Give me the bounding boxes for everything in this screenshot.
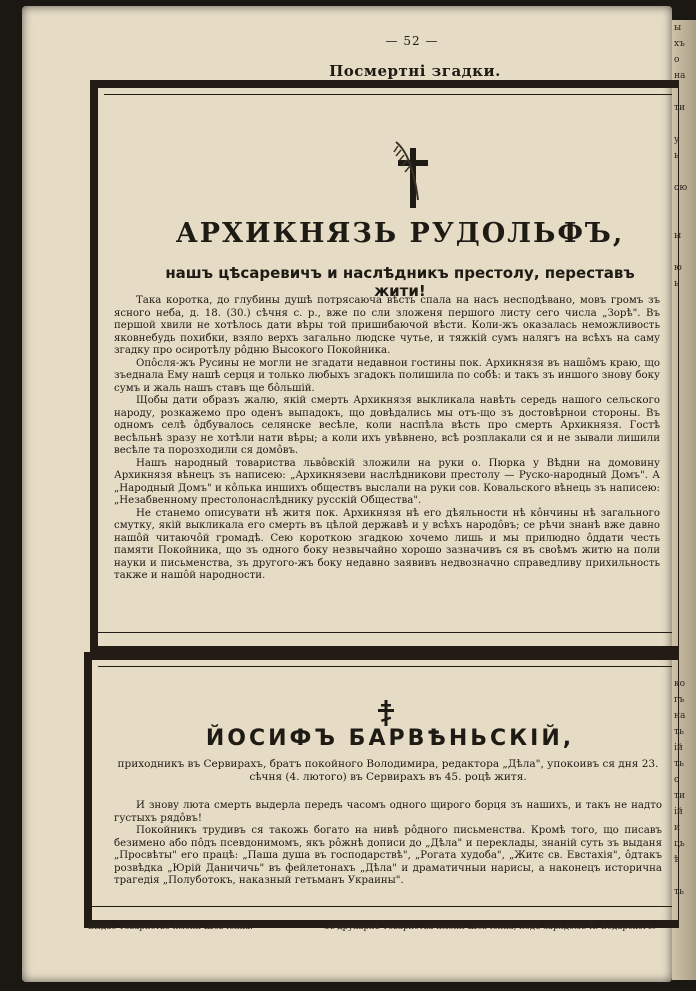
page-number: — 52 — (385, 34, 439, 48)
edge-text-fragment: ою (674, 183, 688, 193)
edge-text-fragment: о (674, 775, 680, 785)
edge-text-fragment: ко (674, 679, 686, 689)
edge-text-fragment: ть (674, 759, 684, 769)
edge-text-fragment: ь (674, 279, 679, 289)
edge-text-fragment: гъ (674, 695, 685, 705)
paragraph: Опôсля-жъ Русины не могли не згадати недавнои гостины пок. Архикнязя въ нашôмъ краю, що зъеднала Ему нашѣ серця и только любыхъ згадокъ полишила по собѣ: и такъ зъ иншого знову боку сумъ и жаль нашъ ставъ ще бôльшій. (114, 357, 660, 394)
edge-text-fragment: на (674, 71, 686, 81)
edge-text-fragment: ць (674, 839, 685, 849)
edge-text-fragment: ть (674, 887, 684, 897)
edge-text-fragment: ій (674, 807, 683, 817)
obituary-subtitle-barvinsky: приходникъ въ Сервирахъ, братъ покойного Володимира, редактора „Дѣла", упокоивъ ся дня 23. сѣчня (4. лютого) въ Сервирахъ въ 45. роцѣ житя. (117, 758, 659, 783)
obituary-name-barvinsky: ЙОСИФЪ БАРВѢНЬСКІЙ, (205, 726, 575, 751)
edge-text-fragment: ы (674, 231, 682, 241)
footer-printer: Зъ друкарнѣ Товариства имени Шевченка, пôдъ зарядомъ К. Бедарского. (324, 922, 656, 932)
obituary-body-barvinsky (114, 800, 662, 904)
edge-text-fragment: ю (674, 263, 682, 273)
section-title: Посмертні згадки. (329, 62, 501, 80)
obituary-subtitle-rudolf: нашъ цѣсаревичъ и наслѣдникъ престолу, переставъ жити! (165, 264, 635, 300)
edge-text-fragment: ь (674, 151, 679, 161)
obituary-body-rudolf (114, 295, 660, 621)
paragraph: И знову люта смерть выдерла передъ часомъ одного щирого борця зъ нашихъ, и такъ не надто густыхъ рядôвъ! (114, 800, 662, 824)
edge-text-fragment (674, 948, 696, 964)
footer-publisher: Выдає Товариство имени Шевченка. (88, 922, 253, 932)
edge-text-fragment: и (674, 823, 680, 833)
paragraph: Нашъ народный товариства львôвскій зложили на руки о. Пюрка у Вѣдни на домовину Архикнязя вѣнецъ зъ написею: „Архикнязеви наслѣдникови престолу — Руско-народный Домъ". А „Народный Домъ" и кôлька иншихъ обществъ выслали на руки сов. Ковальского вѣнець зъ написею: „Незабвенному престолонаслѣднику русскій Общества". (114, 457, 660, 506)
edge-text-fragment: ы (674, 23, 682, 33)
orthodox-cross-icon (378, 700, 394, 726)
edge-text-fragment: ти (674, 103, 685, 113)
edge-text-fragment (674, 964, 696, 980)
page-footer (84, 922, 674, 936)
edge-text-fragment: у (674, 135, 680, 145)
edge-text-fragment: о (674, 55, 680, 65)
paragraph: Така коротка, до глубины душѣ потрясаюча вѣсть спала на насъ несподѣвано, мовъ громъ зъ ясного неба, д. 18. (30.) сѣчня с. р., вже по сли зложеня першого листу сего числа „Зорѣ". Въ першой хвили не хотѣлось дати вѣры той пришибаючой вѣсти. Коли-жъ оказалась неможливость яковнебудь похибки, взяло верхъ загально людске чутье, и тяжкій сумъ налягъ на всѣхъ на саму згадку про осиротѣлу рôдню Высокого Покойника. (114, 295, 660, 356)
edge-text-fragment: ій (674, 743, 683, 753)
edge-text-fragment (674, 932, 696, 948)
edge-text-fragment: ѣ (674, 855, 680, 865)
edge-text-fragment: ть (674, 727, 684, 737)
frame-inner-rule (98, 666, 672, 667)
edge-text-fragment: на (674, 711, 686, 721)
edge-text-fragment: ти (674, 791, 685, 801)
paragraph: Щобы дати образъ жалю, якій смерть Архикнязя выкликала навѣть середь нашого сельского народу, розкажемо про оденъ выпадокъ, що довѣдались мы отъ-що зъ достовѣрнои стороны. Въ одномъ селѣ ôдбувалось селянске весѣле, коли наспѣла вѣсть про смерть Архикнязя. Гостѣ весѣльнѣ зразу не хотѣли нати вѣры; а коли ихъ увѣвнено, всѣ розплакали ся и не зывали лишили весѣле та порозходили ся домôвъ. (114, 395, 660, 456)
cross-with-palm-icon (392, 140, 434, 210)
frame-inner-rule (91, 906, 672, 907)
paragraph: Не станемо описувати нѣ житя пок. Архикнязя нѣ его дѣяльности нѣ кôнчины нѣ загального смутку, якій выкликала его смерть въ цѣлой державѣ и у всѣхъ народôвъ; се рѣчи знанѣ вже давно нашôй читаючôй громадѣ. Сею короткою згадкою хочемо лишь и мы прилюдно ôддати честь памяти Покойника, що зъ одного боку незвычайно хорошо зазначивъ ся въ своѣмъ житю на поли науки и письменства, зъ другого-жъ боку недавно заявивъ недвозначно справедливу прихильность также и нашôй народности. (114, 507, 660, 581)
edge-text-fragment: хъ (674, 39, 685, 49)
paragraph: Покойникъ трудивъ ся такожь богато на нивѣ рôдного письменства. Кромѣ того, що писавъ безимено або пôдъ псевдонимомъ, якъ рôжнѣ дописи до „Дѣла" и переклады, знаній суть зъ выданя „Просвѣты" его працѣ: „Паша душа въ господарствѣ", „Рогата худоба", „Житє св. Евстахія", ôдтакъ розвѣдка „Юрій Даничичь" въ фейлетонахъ „Дѣла" и драматичныи нарисы, а наконецъ исторична трагедія „Полуботокъ, наказный гетьманъ Украины". (114, 825, 662, 886)
frame-inner-rule (104, 94, 672, 95)
frame-inner-rule (97, 632, 672, 633)
obituary-name-rudolf: АРХИКНЯЗЬ РУДОЛЬФЪ, (175, 218, 625, 249)
